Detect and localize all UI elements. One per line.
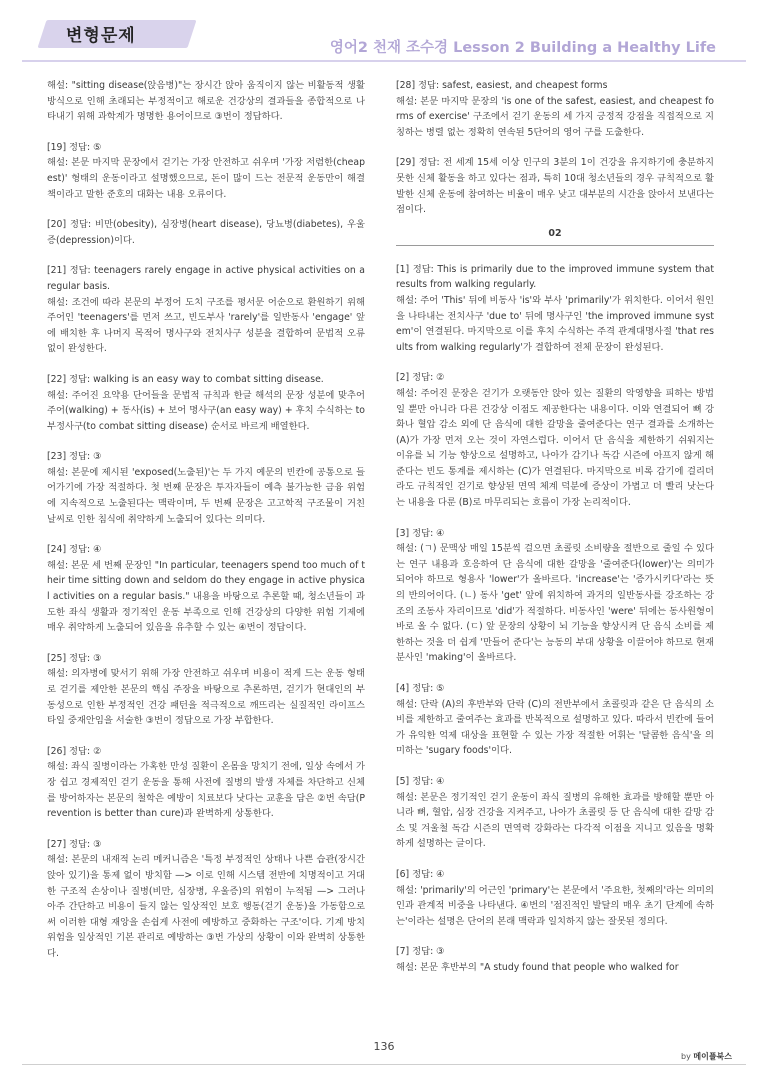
answer-line: [20] 정답: 비만(obesity), 심장병(heart disease), 당뇨병(diabetes), 우울증(depression)이다.	[47, 219, 365, 246]
answer-line: 해설: 단락 (A)의 후반부와 단락 (C)의 전반부에서 초콜릿과 같은 단 음식의 소비를 제한하고 줄여주는 효과를 반복적으로 설명하고 있다. 따라서 빈칸에 들어가 유익한 억제 대상을 표현할 수 있는 가장 적절한 어휘는 '달콤한 음식'을 의미하는 'sugary foods'이다.	[396, 698, 714, 757]
answer-item	[47, 140, 365, 202]
answer-item	[47, 542, 365, 636]
answer-item	[47, 372, 365, 434]
answer-line: [7] 정답: ③	[396, 946, 445, 958]
answer-item	[396, 681, 714, 759]
answer-line: [29] 정답: 전 세계 15세 이상 인구의 3분의 1이 건강을 유지하기에 충분하지 못한 신체 활동을 하고 있다는 점과, 특히 10대 청소년들의 경우 규칙적으로 활발한 신체 운동에 참여하는 비율이 매우 낮고 대부분의 시간을 앉아서 보낸다는 점이다.	[396, 157, 714, 216]
answer-item	[47, 744, 365, 822]
page-title: 영어2 천재 조수경 Lesson 2 Building a Healthy Life	[329, 40, 716, 56]
section-heading: 02	[396, 227, 714, 246]
answer-line: 해설: 의자병에 맞서기 위해 가장 안전하고 쉬우며 비용이 적게 드는 운동 형태로 걷기를 제안한 본문의 핵심 주장을 바탕으로 추론하면, 걷기가 현대인의 부동성으로 인한 부정적인 건강 패턴을 적극적으로 깨뜨리는 실질적인 라이프스타일 중재안임을 서술한 ③번이 정답으로 가장 부합한다.	[47, 668, 365, 727]
right-column-answers-b	[396, 262, 714, 976]
answer-item	[47, 449, 365, 527]
answer-item	[396, 867, 714, 929]
answer-line: 해설: 본문 마지막 문장에서 걷기는 가장 안전하고 쉬우며 '가장 저렴한(cheapest)' 형태의 운동이라고 설명했으므로, 돈이 많이 드는 전문적 운동만이 해결책이라고 말한 준호의 대화는 내용 오류이다.	[47, 157, 365, 200]
answer-line: 해설: 본문 세 번째 문장인 "In particular, teenagers spend too much of their time sitting down and seldom do they engage in active physical activities on a regular basis." 내용을 바탕으로 추론할 때, 청소년들이 과도한 좌식 생활과 정기적인 운동 부족으로 인해 건강상의 다양한 위험 기제에 매우 취약하게 노출되어 있음을 유추할 수 있는 ④번이 정답이다.	[47, 559, 365, 634]
answer-line: [1] 정답: This is primarily due to the improved immune system that results from walking regularly.	[396, 263, 714, 291]
answer-line: [24] 정답: ④	[47, 544, 102, 556]
answer-line: [19] 정답: ⑤	[47, 141, 102, 153]
answer-line: [4] 정답: ⑤	[396, 683, 445, 694]
left-column	[47, 78, 365, 977]
answer-line: [25] 정답: ③	[47, 652, 102, 664]
answer-line: [23] 정답: ③	[47, 451, 102, 463]
answer-line: [28] 정답: safest, easiest, and cheapest forms	[396, 80, 608, 91]
answer-line: [2] 정답: ②	[396, 372, 445, 384]
footer-brand-name: 메이플북스	[693, 1052, 732, 1061]
answer-item	[47, 78, 365, 125]
header-divider	[22, 60, 746, 62]
answer-line: 해설: 주어 'This' 뒤에 비동사 'is'와 부사 'primarily'가 위치한다. 이어서 원인을 나타내는 전치사구 'due to' 뒤에 명사구인 'the improved immune system'이 연결된다. 마지막으로 이를 후치 수식하는 주격 관계대명사절 'that results from walking regularly'가 결합하여 전체 문장이 완성된다.	[396, 294, 714, 353]
answer-line: 해설: 주어진 요약용 단어들을 문법적 규칙과 한글 해석의 문장 성분에 맞추어 주어(walking) + 동사(is) + 보어 명사구(an easy way) + 후치 수식하는 to부정사구(to combat sitting disease) 순서로 바르게 배열한다.	[47, 389, 365, 432]
answer-item	[396, 78, 714, 140]
right-column-answers-a	[396, 78, 714, 218]
footer-brand	[681, 1051, 732, 1062]
answer-line: 해설: 좌식 질병이라는 가혹한 만성 질환이 온몸을 망치기 전에, 일상 속에서 가장 쉽고 경제적인 걷기 운동을 통해 사전에 질병의 발생 자체를 차단하고 신체를 방어하자는 본문의 철학은 예방이 치료보다 낫다는 교훈을 담은 ②번 속담(Prevention is better than cure)과 완벽하게 상통한다.	[47, 761, 365, 820]
answer-line: 해설: 'primarily'의 어근인 'primary'는 본문에서 '주요한, 첫째의'라는 의미의 인과 관계적 비중을 나타낸다. ④번의 '점진적인 발달의 매우 초기 단계에 속하는'이라는 설명은 단어의 본래 맥락과 일치하지 않는 잘못된 정의다.	[396, 884, 714, 927]
answer-line: [27] 정답: ③	[47, 838, 102, 850]
answer-line: [3] 정답: ④	[396, 527, 445, 539]
answer-line: 해설: 주어진 문장은 걷기가 오랫동안 앉아 있는 질환의 악영향을 피하는 방법일 뿐만 아니라 다른 건강상 이점도 제공한다는 내용이다. 이와 연결되어 뼈 강화나 혈압 감소 외에 단 음식에 대한 갈망을 줄여준다는 연구 결과를 소개하는 (A)가 가장 먼저 오는 것이 자연스럽다. 이어서 단 음식을 제한하기 쉬워지는 이유를 뇌 기능 향상으로 설명하고, 나아가 감기나 독감 시즌에 아프지 않게 해준다는 빈도 통계를 제시하는 (C)가 연결된다. 마지막으로 비록 감기에 걸리더라도 규칙적인 걷기로 향상된 면역 체계 덕분에 증상이 가볍고 더 빨리 낫는다는 내용을 다룬 (B)로 마무리되는 흐름이 가장 논리적이다.	[396, 387, 714, 509]
answer-item	[396, 155, 714, 217]
answer-line: 해설: 본문 후반부의 "A study found that people who walked for	[396, 961, 679, 973]
answer-line: 해설: 본문은 정기적인 걷기 운동이 좌식 질병의 유해한 효과를 방해할 뿐만 아니라 뼈, 혈압, 심장 건강을 지켜주고, 나아가 초콜릿 등 단 음식에 대한 갈망 감소 및 겨울철 독감 시즌의 면역력 강화라는 다각적 이점을 지니고 있음을 명확하게 설명하는 글이다.	[396, 791, 714, 850]
answer-line: 해설: 본문 마지막 문장의 'is one of the safest, easiest, and cheapest forms of exercise' 구조에서 걷기 운동의 세 가지 긍정적 강점을 직접적으로 지칭하는 병렬 없는 정확히 연속된 5단어의 영어 구를 도출한다.	[396, 95, 714, 138]
answer-line: [6] 정답: ④	[396, 868, 445, 880]
page-number: 136	[373, 1040, 395, 1053]
footer-divider	[22, 1064, 746, 1065]
answer-line: [21] 정답: teenagers rarely engage in active physical activities on a regular basis.	[47, 265, 365, 292]
answer-line: 해설: 본문의 내재적 논리 메커니즘은 '특정 부정적인 상태나 나쁜 습관(장시간 앉아 있기)을 통제 없이 방치함 —> 이로 인해 시스템 전반에 치명적이고 거대한 구조적 손상이나 질병(비만, 심장병, 우울증)의 위험이 누적됨 —> 그러나 아주 간단하고 비용이 들지 않는 일상적인 보호 행동(걷기 운동)을 가동함으로써 이러한 대형 재앙을 손쉽게 사전에 예방하고 중화하는 구조'이다. 기계 방치 위험을 일상적인 기본 관리로 예방하는 ③번 가상의 상황이 이와 완벽히 상통한다.	[47, 854, 365, 959]
answer-item	[47, 651, 365, 729]
answer-line: [22] 정답: walking is an easy way to combat sitting disease.	[47, 373, 324, 385]
answer-line: [5] 정답: ④	[396, 775, 445, 787]
answer-item	[47, 837, 365, 962]
answer-item	[396, 262, 714, 356]
answer-line: [26] 정답: ②	[47, 745, 102, 757]
answer-line: 해설: 본문에 제시된 'exposed(노출된)'는 두 가지 예문의 빈칸에 공통으로 들어가기에 가장 적절하다. 첫 번째 문장은 투자자들이 예측 불가능한 금융 위험에 지속적으로 노출된다는 맥락이며, 두 번째 문장은 고고학적 구조물이 거친 날씨로 인한 침식에 취약하게 노출되어 있다는 의미다.	[47, 466, 365, 525]
answer-line: 해설: "sitting disease(앉음병)"는 장시간 앉아 움직이지 않는 비활동적 생활 방식으로 인해 초래되는 부정적이고 해로운 건강상의 결과들을 종합적으로 나타내기 위해 과학계가 명명한 용어이므로 ③번이 정답하다.	[47, 80, 365, 123]
answer-item	[396, 526, 714, 666]
answer-item	[396, 370, 714, 510]
answer-item	[47, 217, 365, 248]
answer-line: 해설: (ㄱ) 문맥상 매일 15분씩 걸으면 초콜릿 소비량을 절반으로 줄일 수 있다는 연구 내용과 호응하여 단 음식에 대한 갈망을 '줄여준다(lower)'는 의미가 되어야 하므로 형용사 'lower'가 올바르다. 'increase'는 '증가시키다'라는 뜻의 반의어이다. (ㄴ) 동사 'get' 앞에 위치하여 과거의 일반동사를 강조하는 강조의 조동사 자리이므로 'did'가 적절하다. 비동사인 'were' 뒤에는 동사원형이 바로 올 수 없다. (ㄷ) 앞 문장의 상황이 뇌 기능을 향상시켜 단 음식 소비를 제한하는 것을 더 쉽게 '만들어 준다'는 능동의 부대 상황을 이끌어야 하므로 현재분사인 'making'이 올바르다.	[396, 543, 714, 664]
answer-item	[47, 263, 365, 357]
answer-item	[396, 774, 714, 852]
header-badge-label: 변형문제	[66, 26, 136, 46]
right-column	[396, 78, 714, 991]
answer-item	[396, 944, 714, 975]
footer-brand-prefix: by	[681, 1052, 691, 1061]
answer-line: 해설: 조건에 따라 본문의 부정어 도치 구조를 평서문 어순으로 환원하기 위해 주어인 'teenagers'를 먼저 쓰고, 빈도부사 'rarely'를 일반동사 'engage' 앞에 배치한 후 나머지 목적어 명사구와 전치사구 성분을 결합하여 문법적 오류 없이 완성한다.	[47, 296, 365, 355]
